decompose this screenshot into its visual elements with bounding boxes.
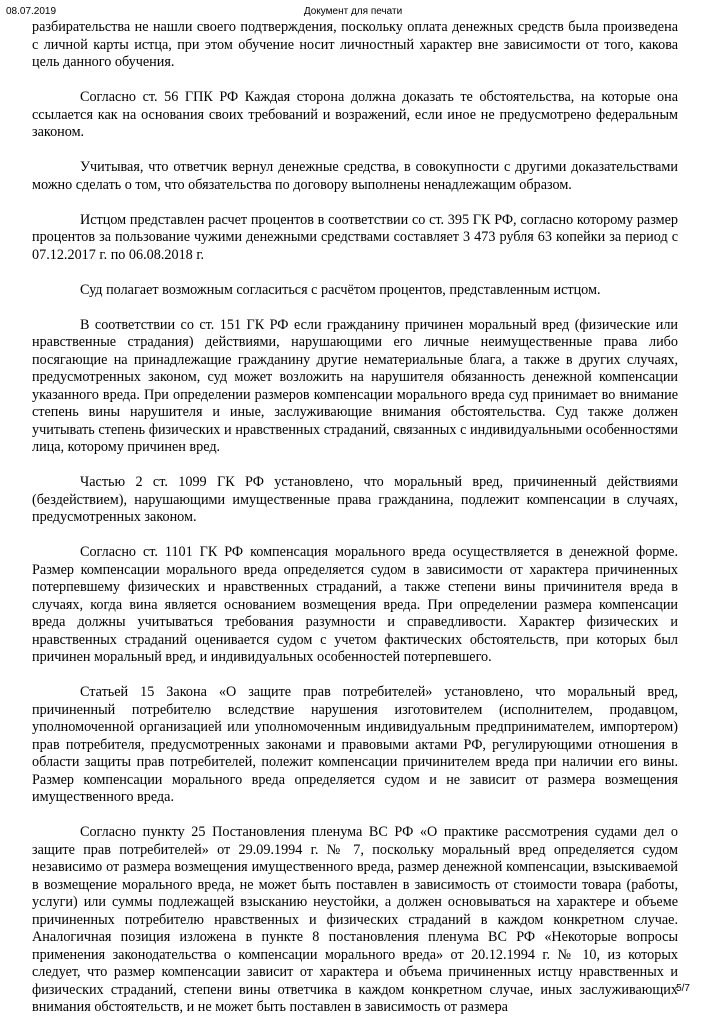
paragraph: Суд полагает возможным согласиться с расчётом процентов, представленным истцом. [80, 281, 601, 298]
document-body [32, 19, 678, 1017]
page-number: 5/7 [676, 983, 690, 994]
paragraph: Истцом представлен расчет процентов в соответствии со ст. 395 ГК РФ, согласно которому размер процентов за пользование чужими денежными средствами составляет 3 473 рубля 63 копейки за период с 07.12.2017 г. по 06.08.2018 г. [32, 211, 678, 263]
paragraph: Статьей 15 Закона «О защите прав потребителей» установлено, что моральный вред, причиненный потребителю вследствие нарушения изготовителем (исполнителем, продавцом, уполномоченной организацией или уполномоченным индивидуальным предпринимателем, импортером) прав потребителя, предусмотренных законами и правовыми актами РФ, регулирующими отношения в области защиты прав потребителей, полежит компенсации причинителем вреда при наличии его вины. Размер компенсации морального вреда определяется судом и не зависит от размера возмещения имущественного вреда. [32, 684, 678, 805]
print-title: Документ для печати [303, 6, 403, 17]
paragraph: Согласно пункту 25 Постановления пленума ВС РФ «О практике рассмотрения судами дел о защите прав потребителей» от 29.09.1994 г. № 7, поскольку моральный вред определяется судом независимо от размера возмещения имущественного вреда, размер денежной компенсации, взыскиваемой в возмещение морального вреда, не может быть поставлен в зависимость от стоимости товара (работы, услуги) или суммы подлежащей взысканию неустойки, а должен основываться на характере и объеме причиненных потребителю нравственных и физических страданий в каждом конкретном случае. Аналогичная позиция изложена в пункте 8 постановления пленума ВС РФ «Некоторые вопросы применения законодательства о компенсации морального вреда» от 20.12.1994 г. № 10, из которых следует, что размер компенсации зависит от характера и объема причиненных истцу нравственных и физических страданий, степени вины ответчика в каждом конкретном случае, иных заслуживающих внимания обстоятельств, и не может быть поставлен в зависимость от размера [32, 824, 678, 1015]
paragraph: Учитывая, что ответчик вернул денежные средства, в совокупности с другими доказательствами можно сделать о том, что обязательства по договору выполнены ненадлежащим образом. [32, 159, 678, 193]
paragraph: Согласно ст. 56 ГПК РФ Каждая сторона должна доказать те обстоятельства, на которые она ссылается как на основания своих требований и возражений, если иное не предусмотрено федеральным законом. [32, 89, 678, 140]
paragraph: В соответствии со ст. 151 ГК РФ если гражданину причинен моральный вред (физические или нравственные страдания) действиями, нарушающими его личные неимущественные права либо посягающие на принадлежащие гражданину другие нематериальные блага, а также в других случаях, предусмотренных законом, суд может возложить на нарушителя обязанность денежной компенсации указанного вреда. При определении размеров компенсации морального вреда суд принимает во внимание степень вины нарушителя и иные, заслуживающие внимания обстоятельства. Суд также должен учитывать степень физических и нравственных страданий, связанных с индивидуальными особенностями лица, которому причинен вред. [32, 316, 678, 455]
print-date: 08.07.2019 [6, 6, 57, 17]
paragraph-continued: разбирательства не нашли своего подтверждения, поскольку оплата денежных средств была произведена с личной карты истца, при этом обучение носит личностный характер вне зависимости от того, какова цель данного обучения. [32, 19, 678, 70]
paragraph: Согласно ст. 1101 ГК РФ компенсация морального вреда осуществляется в денежной форме. Размер компенсации морального вреда определяется судом в зависимости от характера причиненных потерпевшему физических и нравственных страданий, а также степени вины причинителя вреда в случаях, когда вина является основанием возмещения вреда. При определении размера компенсации вреда должны учитываться требования разумности и справедливости. Характер физических и нравственных страданий оценивается судом с учетом фактических обстоятельств, при которых был причинен моральный вред, и индивидуальных особенностей потерпевшего. [32, 544, 678, 665]
paragraph: Частью 2 ст. 1099 ГК РФ установлено, что моральный вред, причиненный действиями (бездействием), нарушающими имущественные права гражданина, подлежит компенсации в случаях, предусмотренных законом. [32, 474, 678, 525]
print-header [6, 6, 700, 20]
